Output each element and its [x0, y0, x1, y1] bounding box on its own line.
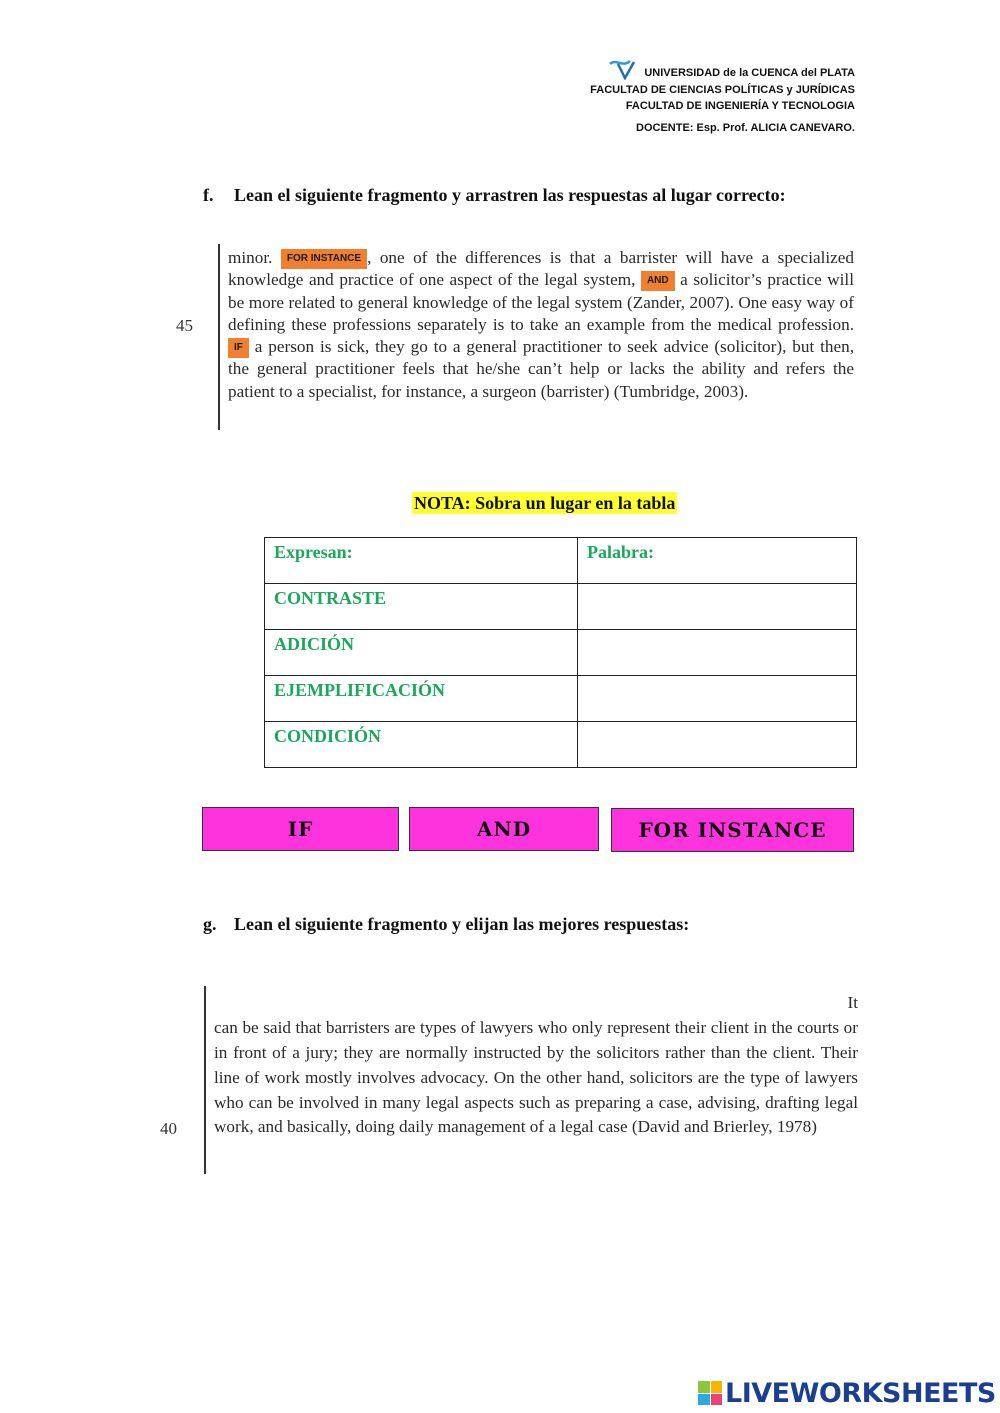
university-logo-icon	[608, 58, 638, 80]
passage-f-text-4: a person is sick, they go to a general practitioner to seek advice (solicitor), but then, the general practitioner feels that he/she can’t help or lacks the ability and refers the patient to a specialist, for instance, a surgeon (barrister) (Tumbridge, 2003).	[228, 337, 854, 401]
table-label-contraste: CONTRASTE	[265, 584, 578, 630]
table-label-ejemplificacion: EJEMPLIFICACIÓN	[265, 676, 578, 722]
drop-chip-and[interactable]: AND	[641, 271, 675, 291]
answer-table	[264, 537, 857, 768]
table-header-expresan: Expresan:	[265, 538, 578, 584]
drop-slot-contraste[interactable]	[578, 584, 857, 630]
section-g-instruction: Lean el siguiente fragmento y elijan las mejores respuestas:	[234, 914, 690, 934]
table-header-row	[265, 538, 857, 584]
passage-g-line-number: 40	[160, 1119, 177, 1138]
passage-f-text-2: , one of the differences is that a barrister will have a specialized knowledge and practice of one aspect of the legal system,	[228, 248, 854, 290]
passage-g-start: It	[847, 993, 858, 1012]
note-highlight: NOTA: Sobra un lugar en la tabla	[414, 493, 676, 513]
faculty-line-1: FACULTAD DE CIENCIAS POLÍTICAS y JURÍDICAS	[590, 84, 855, 96]
passage-f-margin-line	[218, 244, 220, 430]
answer-and[interactable]: AND	[409, 807, 599, 851]
drop-chip-if[interactable]: IF	[228, 338, 249, 358]
section-g-letter: g.	[203, 914, 217, 934]
table-header-palabra: Palabra:	[578, 538, 857, 584]
table-label-condicion: CONDICIÓN	[265, 722, 578, 768]
table-label-adicion: ADICIÓN	[265, 630, 578, 676]
section-f-instruction: Lean el siguiente fragmento y arrastren las respuestas al lugar correcto:	[234, 185, 786, 205]
table-row	[265, 722, 857, 768]
answer-for-instance[interactable]: FOR INSTANCE	[611, 808, 854, 852]
passage-f-text-3: a solicitor’s practice will be more related to general knowledge of the legal system (Zander, 2007). One easy way of defining these professions separately is to take an example from the medical profession.	[228, 270, 854, 334]
passage-f	[228, 247, 854, 403]
university-name: UNIVERSIDAD de la CUENCA del PLATA	[644, 67, 855, 79]
passage-g-margin-line	[204, 986, 206, 1174]
section-f-heading	[203, 185, 786, 206]
table-row	[265, 676, 857, 722]
drop-slot-adicion[interactable]	[578, 630, 857, 676]
liveworksheets-wordmark: LIVEWORKSHEETS	[725, 1377, 996, 1409]
passage-f-line-number: 45	[176, 316, 193, 335]
section-g-heading	[203, 914, 689, 935]
drop-slot-condicion[interactable]	[578, 722, 857, 768]
drop-slot-ejemplificacion[interactable]	[578, 676, 857, 722]
table-row	[265, 584, 857, 630]
teacher-line: DOCENTE: Esp. Prof. ALICIA CANEVARO.	[636, 122, 855, 134]
passage-f-text-1: minor.	[228, 248, 281, 267]
liveworksheets-brand	[698, 1378, 996, 1408]
liveworksheets-logo-icon	[698, 1381, 722, 1405]
passage-g-text: can be said that barristers are types of lawyers who only represent their client in the courts or in front of a jury; they are normally instructed by the solicitors rather than the client. Their line of work mostly involves advocacy. On the other hand, solicitors are the type of lawyers who can be involved in many legal aspects such as preparing a case, advising, drafting legal work, and basically, doing daily management of a legal case (David and Brierley, 1978)	[214, 1018, 858, 1137]
table-row	[265, 630, 857, 676]
drop-chip-for-instance[interactable]: FOR INSTANCE	[281, 249, 367, 269]
faculty-line-2: FACULTAD DE INGENIERÍA Y TECNOLOGIA	[625, 100, 855, 112]
answer-if[interactable]: IF	[202, 807, 399, 851]
section-f-letter: f.	[203, 185, 214, 205]
passage-g	[214, 992, 858, 1140]
